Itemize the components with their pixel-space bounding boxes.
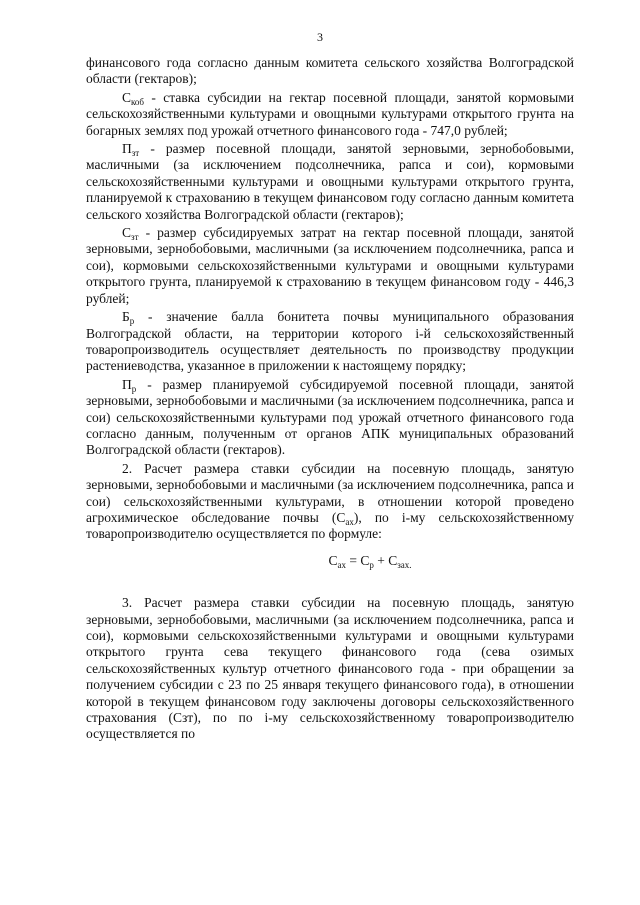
formula-term-1: С — [360, 552, 370, 568]
symbol-subscript: зт — [131, 148, 140, 159]
formula-term-2: С — [388, 552, 398, 568]
page-number: 3 — [317, 30, 323, 44]
definition-text: - ставка субсидии на гектар посевной площади, занятой кормовыми сельскохозяйственными культурами и овощными культурами открытого грунта на богарных землях под урожай отчетного финансового года - 747,0 рублей; — [86, 89, 574, 138]
symbol-subscript: коб — [131, 96, 145, 107]
symbol-subscript: р — [131, 383, 137, 394]
definition-skob — [86, 90, 574, 139]
definition-text: - размер планируемой субсидируемой посевной площади, занятой зерновыми, зернобобовыми и масличными (за исключением подсолнечника, рапса и сои) сельскохозяйственными культурами под урожай отчетного финансового года согласно данным, полученным от органов АПК муниципальных образований Волгоградской области (гектаров). — [86, 376, 574, 458]
symbol-subscript: ах — [345, 516, 354, 527]
document-body — [86, 55, 574, 745]
section-2-text-end: ), по i-му сельскохозяйственному товаропроизводителю осуществляется по формуле: — [86, 509, 574, 542]
definition-szt — [86, 225, 574, 307]
symbol: П — [122, 141, 132, 157]
symbol-subscript: зт — [131, 232, 139, 243]
symbol: С — [122, 89, 132, 105]
symbol: С — [122, 225, 132, 241]
formula-term-1-subscript: р — [369, 559, 374, 570]
formula-equals: = — [345, 552, 361, 568]
paragraph-continuation: финансового года согласно данным комитета сельского хозяйства Волгоградской области (гектаров); — [86, 55, 574, 87]
definition-text: - размер посевной площади, занятой зерновыми, зернобобовыми, масличными (за исключением подсолнечника, рапса и сои), кормовыми сельскохозяйственными культурами и овощными культурами открытого грунта, планируемой к страхованию в текущем финансовом году согласно данным комитета сельского хозяйства Волгоградской области (гектаров); — [86, 141, 574, 222]
formula-plus: + — [373, 552, 389, 568]
definition-text: - размер субсидируемых затрат на гектар посевной площади, занятой зерновыми, зернобобовыми, масличными (за исключением подсолнечника, рапса и сои), кормовыми сельскохозяйственными культурами и овощными культурами открытого грунта, планируемой к страхованию в текущем финансовом году - 446,3 рублей; — [86, 225, 574, 306]
definition-text: - значение балла бонитета почвы муниципального образования Волгоградской области, на территории которого i-й сельскохозяйственный товаропроизводитель осуществляет деятельность по производству продукции растениеводства, указанное в приложении к настоящему порядку; — [86, 309, 574, 374]
section-2-text: 2. Расчет размера ставки субсидии на посевную площадь, занятую зерновыми, зернобобовыми и масличными (за исключением подсолнечника, рапса и сои) сельскохозяйственными культурами, в отношении которой проведено агрохимическое обследование почвы (С — [86, 460, 574, 525]
formula-lhs: С — [328, 552, 338, 568]
definition-pzt — [86, 141, 574, 223]
formula-term-2-subscript: зах. — [397, 559, 412, 570]
section-2-paragraph — [86, 461, 574, 543]
section-3-paragraph: 3. Расчет размера ставки субсидии на посевную площадь, занятую зерновыми, зернобобовыми, масличными (за исключением подсолнечника, рапса и сои), кормовыми сельскохозяйственными культурами и овощными культурами открытого грунта сева текущего финансового года (сева озимых сельскохозяйственных культур отчетного финансового года - при обращении за получением субсидии с 23 по 25 января текущего финансового года), в отношении которой в текущем финансовом году заключены договоры сельскохозяйственного страхования (Сзт), по по i-му сельскохозяйственному товаропроизводителю осуществляется по — [86, 595, 574, 742]
definition-br — [86, 309, 574, 375]
formula-lhs-subscript: ах — [337, 559, 346, 570]
definition-pr — [86, 377, 574, 459]
formula — [86, 553, 574, 569]
symbol: П — [122, 376, 132, 392]
symbol-subscript: р — [129, 316, 135, 327]
symbol: Б — [122, 309, 130, 325]
